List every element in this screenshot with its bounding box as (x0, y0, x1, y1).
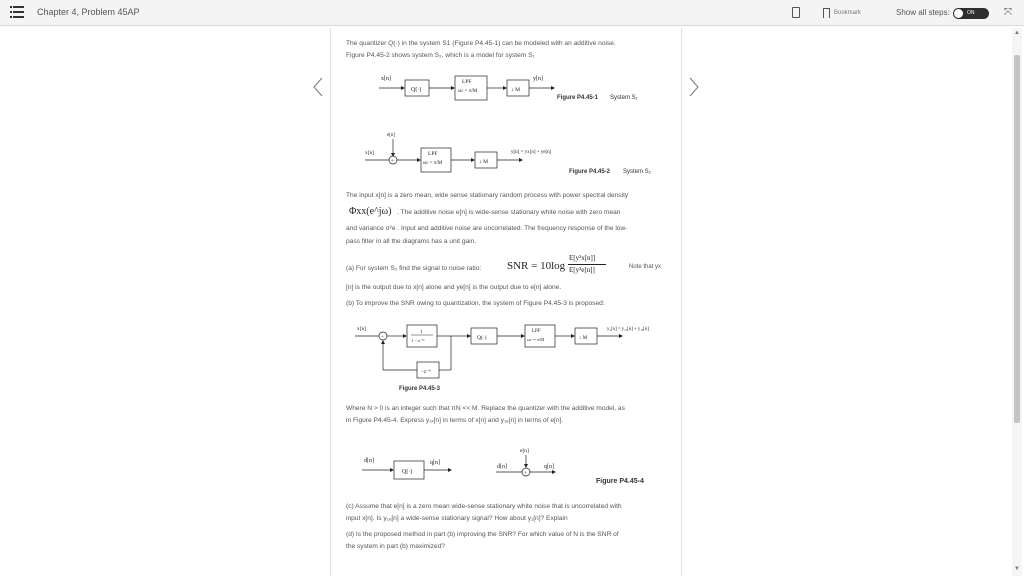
fig4-d2-label: d[n] (497, 464, 507, 470)
scroll-down-arrow-icon[interactable]: ▼ (1014, 566, 1020, 572)
intro-line-2: Figure P4.45-2 shows system S₂, which is a model for system S₁ (346, 52, 535, 59)
fig1-caption-label: Figure P4.45-1 (557, 95, 599, 101)
intro-line-1: The quantizer Q(·) in the system S1 (Figure P4.45-1) can be modeled with an additive noise. (346, 40, 616, 47)
fig3-q-label: Q(·) (477, 335, 487, 341)
figure-p4-45-3 (351, 322, 681, 384)
part-c-line-2: input x[n]. Is y₁ₑ[n] a wide-sense stationary signal? How about y₁[n]? Explain (346, 515, 568, 522)
menu-icon[interactable] (10, 6, 24, 19)
expand-icon[interactable]: ⤧ (1004, 7, 1012, 18)
fig2-downsample-label: ↓ M (479, 159, 489, 165)
fig3-block1-bottom: 1 − z⁻ᴺ (411, 338, 425, 343)
fig2-x-label: x[n] (365, 150, 375, 156)
part-d-line-2: the system in part (b) maximized? (346, 543, 445, 550)
previous-chevron-icon[interactable] (312, 77, 324, 97)
fig3-output-label: y₁[n] = y₁ₓ[n] + y₁ₑ[n] (607, 327, 649, 332)
fig4-e-label: e[n] (520, 448, 529, 454)
fig3-caption-label: Figure P4.45-3 (399, 386, 441, 392)
fig4-caption-label: Figure P4.45-4 (596, 478, 644, 485)
part-a-line-2: [n] is the output due to x[n] alone and ye[n] is the output due to e[n] alone. (346, 284, 562, 291)
scroll-up-arrow-icon[interactable]: ▲ (1014, 30, 1020, 36)
fig2-caption-label: Figure P4.45-2 (569, 169, 611, 175)
fig3-lpf-label: LPF (532, 329, 541, 334)
fig1-caption-text: System S₁ (610, 95, 638, 101)
fig2-e-label: e[n] (387, 133, 396, 138)
figure-p4-45-4 (356, 446, 606, 490)
part-b-line-3: in Figure P4.45-4. Express y₁ₓ[n] in terms of x[n] and y₁ₑ[n] in terms of e[n]. (346, 417, 564, 424)
figure-p4-45-1 (371, 72, 581, 112)
part-b-text: (b) To improve the SNR owing to quantization, the system of Figure P4.45-3 is proposed: (346, 300, 605, 307)
fig1-downsample-label: ↓ M (511, 87, 521, 93)
top-bar (0, 0, 1024, 26)
input-description-line-1: The input x[n] is a zero mean, wide sense stationary random process with power spectral density (346, 192, 629, 199)
part-d-line-1: (d) Is the proposed method in part (b) improving the SNR? For which value of N is the SNR of (346, 531, 619, 538)
snr-numerator: E[y²x[n]] (569, 254, 596, 262)
snr-denominator: E[y²e[n]] (569, 266, 595, 274)
fig3-lpf-cutoff: ωc = π/M (527, 337, 545, 342)
bookmark-button[interactable] (823, 6, 861, 19)
psd-expression: Φxx(e^jω) (349, 206, 392, 217)
bookmark-icon (823, 8, 830, 18)
input-description-line-4: pass filter in all the diagrams has a unit gain. (346, 238, 477, 245)
part-c-line-1: (c) Assume that e[n] is a zero mean wide-sense stationary white noise that is uncorrelated with (346, 503, 622, 510)
show-all-steps-toggle[interactable] (953, 8, 989, 19)
fig1-x-label: x[n] (381, 76, 391, 82)
chapter-title: Chapter 4, Problem 45AP (37, 7, 140, 17)
toggle-knob (954, 9, 963, 18)
scrollbar-thumb[interactable] (1014, 55, 1020, 423)
fig4-d-label: d[n] (364, 458, 374, 464)
part-a-note: Note that yx (629, 264, 662, 270)
fig4-q-out-label: q[n] (430, 460, 440, 466)
part-b-line-2: Where N > 0 is an integer such that πN << M. Replace the quantizer with the additive model, as (346, 405, 625, 412)
svg-text:+: + (524, 471, 527, 476)
fig2-lpf-label: LPF (428, 151, 438, 157)
svg-text:+: + (391, 159, 394, 164)
fig1-y-label: y[n] (533, 76, 543, 82)
problem-page (330, 28, 682, 576)
fig3-block1-top: 1 (420, 330, 423, 335)
fig3-x-label: x[n] (357, 326, 367, 332)
part-a-text: (a) For system S₂ find the signal to noise ratio: (346, 265, 482, 272)
snr-formula-lhs: SNR = 10log (507, 260, 566, 272)
toggle-state-label: ON (967, 10, 975, 16)
fig2-lpf-cutoff: ωc = π/M (423, 161, 443, 166)
bookmark-label: Bookmark (834, 9, 862, 16)
show-all-steps-label: Show all steps: (896, 8, 950, 17)
figure-p4-45-2 (361, 132, 581, 176)
next-chevron-icon[interactable] (688, 77, 700, 97)
input-description-line-3: and variance σ²e . Input and additive noise are uncorrelated. The frequency response of the low- (346, 225, 628, 232)
fig4-q2-label: q[n] (544, 464, 554, 470)
display-mode-icon[interactable] (792, 7, 800, 18)
snr-fraction-bar (568, 264, 606, 265)
fig1-lpf-label: LPF (462, 79, 472, 85)
fig4-q-label: Q(·) (402, 469, 413, 475)
svg-text:+: + (381, 335, 384, 340)
fig3-downsample-label: ↓ M (579, 336, 588, 341)
fig2-caption-text: System S₂ (623, 169, 652, 175)
fig1-q-label: Q(·) (411, 87, 422, 93)
fig1-lpf-cutoff: ωc = π/M (458, 89, 478, 94)
fig3-feedback-label: −z⁻ᴺ (421, 370, 431, 375)
input-description-line-2: . The additive noise e[n] is wide-sense stationary white noise with zero mean (397, 209, 621, 216)
fig2-output-label: y[n] = yx[n] + ye[n] (511, 150, 552, 155)
